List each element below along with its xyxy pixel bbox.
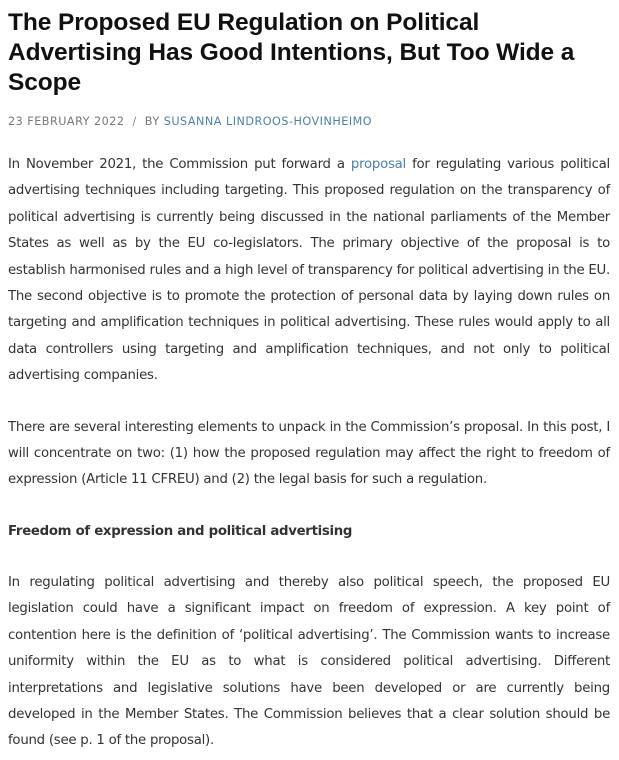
proposal-link[interactable]: proposal <box>350 157 406 172</box>
paragraph-1-text-start: In November 2021, the Commission put forward a <box>8 157 351 172</box>
paragraph-2: There are several interesting elements to unpack in the Commission’s proposal. In this post, I will concentrate on two: (1) how the proposed regulation may affect the right to freedom of expression (Article 11 CFREU) and (2) the legal basis for such a regulation. <box>8 419 610 488</box>
article-body <box>8 152 610 755</box>
publish-date: 23 FEBRUARY 2022 <box>8 115 125 128</box>
paragraph-1 <box>8 152 610 390</box>
section-heading: Freedom of expression and political advertising <box>8 523 353 539</box>
article-title: The Proposed EU Regulation on Political Advertising Has Good Intentions, But Too Wide a Scope <box>8 9 575 96</box>
meta-separator: / <box>132 115 137 128</box>
author-link[interactable]: SUSANNA LINDROOS-HOVINHEIMO <box>163 115 373 128</box>
paragraph-3: In regulating political advertising and thereby also political speech, the proposed EU legislation could have a significant impact on freedom of expression. A key point of contention here is the definition of ‘political advertising’. The Commission wants to increase uniformity within the EU as to what is considered political advertising. Different interpretations and legislative solutions have been developed or are currently being developed in the Member States. The Commission believes that a clear solution should be found (see p. 1 of the proposal). <box>8 574 610 749</box>
by-label: BY <box>144 115 160 128</box>
article-meta <box>8 115 610 129</box>
paragraph-1-text-end: for regulating various political advertising techniques including targeting. This proposed regulation on the transparency of political advertising is currently being discussed in the national parliaments of the Member States as well as by the EU co-legislators. The primary objective of the proposal is to establish harmonised rules and a high level of transparency for political advertising in the EU. The second objective is to promote the protection of personal data by laying down rules on targeting and amplification techniques in political advertising. These rules would apply to all data controllers using targeting and amplification techniques, and not only to political advertising companies. <box>8 157 610 384</box>
